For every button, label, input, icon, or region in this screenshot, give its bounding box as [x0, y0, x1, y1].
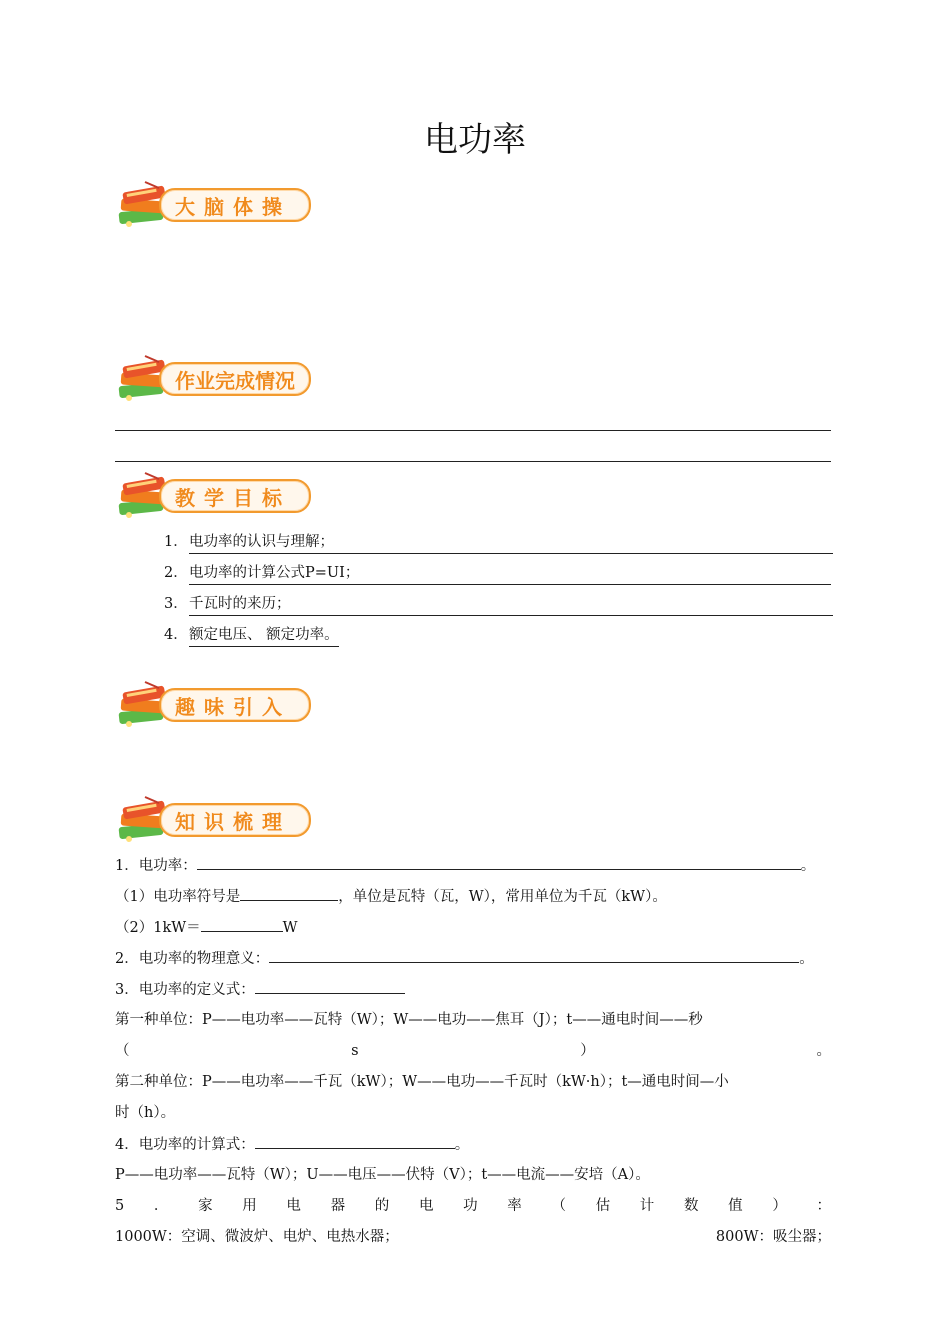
- line-5-char: 家: [198, 1198, 213, 1214]
- section-badge-pill: [159, 362, 311, 396]
- unit-line-1b: （ s ） 。: [115, 1043, 831, 1059]
- line-5-char: 5: [115, 1198, 125, 1214]
- line-5-char: 值: [728, 1198, 743, 1214]
- line-5-char: 率: [507, 1198, 522, 1214]
- section-badge-knowledge: [115, 795, 315, 845]
- section-badge-pill: [159, 803, 311, 837]
- answer-line: [115, 430, 831, 431]
- line-5-char: 用: [242, 1198, 257, 1214]
- section-badge-label: 作业完成情况: [175, 369, 295, 393]
- objective-item: 3． 千瓦时的来历；: [164, 594, 833, 614]
- objective-item: 2． 电功率的计算公式P=UI；: [164, 563, 831, 583]
- knowledge-line-2: 2．电功率的物理意义： 。: [115, 948, 814, 969]
- fill-blank: [240, 886, 338, 901]
- section-badge-pill: [159, 479, 311, 513]
- page-title: 电功率: [424, 120, 526, 160]
- fill-blank: [197, 855, 801, 870]
- knowledge-line-5: [115, 1196, 831, 1216]
- line-5-char: ：: [816, 1198, 831, 1214]
- line-5-char: ）: [772, 1198, 787, 1214]
- answer-line: [115, 461, 831, 462]
- fill-blank: [255, 1134, 455, 1149]
- line-5-char: ．: [153, 1198, 169, 1214]
- unit-line-2: 第二种单位：P——电功率——千瓦（kW）；W——电功——千瓦时（kW·h）；t—通电时间—小: [115, 1074, 729, 1090]
- line-5-char: 估: [595, 1198, 611, 1214]
- line-5-char: 数: [683, 1198, 699, 1214]
- line-5-char: 电: [286, 1198, 301, 1214]
- line-5-char: 的: [374, 1198, 390, 1214]
- section-badge-teaching-goals: [115, 471, 315, 521]
- line-5-char: （: [551, 1198, 566, 1214]
- section-badge-brain-exercise: [115, 180, 315, 230]
- knowledge-line-1a: （1）电功率符号是 ，单位是瓦特（瓦，W），常用单位为千瓦（kW）。: [115, 886, 667, 907]
- section-badge-label: 知识梳理: [175, 810, 291, 834]
- knowledge-line-1: 1．电功率： 。: [115, 855, 815, 876]
- knowledge-line-4-vars: P——电功率——瓦特（W）；U——电压——伏特（V）；t——电流——安培（A）。: [115, 1167, 650, 1183]
- unit-line-1: 第一种单位：P——电功率——瓦特（W）；W——电功——焦耳（J）；t——通电时间——秒: [115, 1012, 703, 1028]
- section-badge-fun-intro: [115, 680, 315, 730]
- line-5-char: 功: [463, 1198, 478, 1214]
- section-badge-pill: [159, 688, 311, 722]
- knowledge-line-5b: 1000W：空调、微波炉、电炉、电热水器； 800W：吸尘器；: [115, 1229, 831, 1245]
- section-badge-pill: [159, 188, 311, 222]
- section-badge-label: 趣味引入: [175, 695, 291, 719]
- line-5-char: 电: [418, 1198, 434, 1214]
- section-badge-label: 大脑体操: [175, 195, 291, 219]
- knowledge-line-3: 3．电功率的定义式：: [115, 979, 405, 1000]
- unit-line-2b: 时（h）。: [115, 1105, 176, 1121]
- fill-blank: [201, 917, 283, 932]
- fill-blank: [269, 948, 799, 963]
- line-5-char: 计: [639, 1198, 655, 1214]
- knowledge-line-4: 4．电功率的计算式： 。: [115, 1134, 469, 1155]
- objective-item: 4． 额定电压、 额定功率。: [164, 625, 464, 645]
- objective-item: 1． 电功率的认识与理解；: [164, 532, 833, 552]
- knowledge-line-1b: （2）1kW＝ W: [115, 917, 298, 938]
- section-badge-homework: [115, 354, 315, 404]
- section-badge-label: 教学目标: [175, 486, 291, 510]
- line-5-char: 器: [330, 1198, 346, 1214]
- fill-blank: [255, 979, 405, 994]
